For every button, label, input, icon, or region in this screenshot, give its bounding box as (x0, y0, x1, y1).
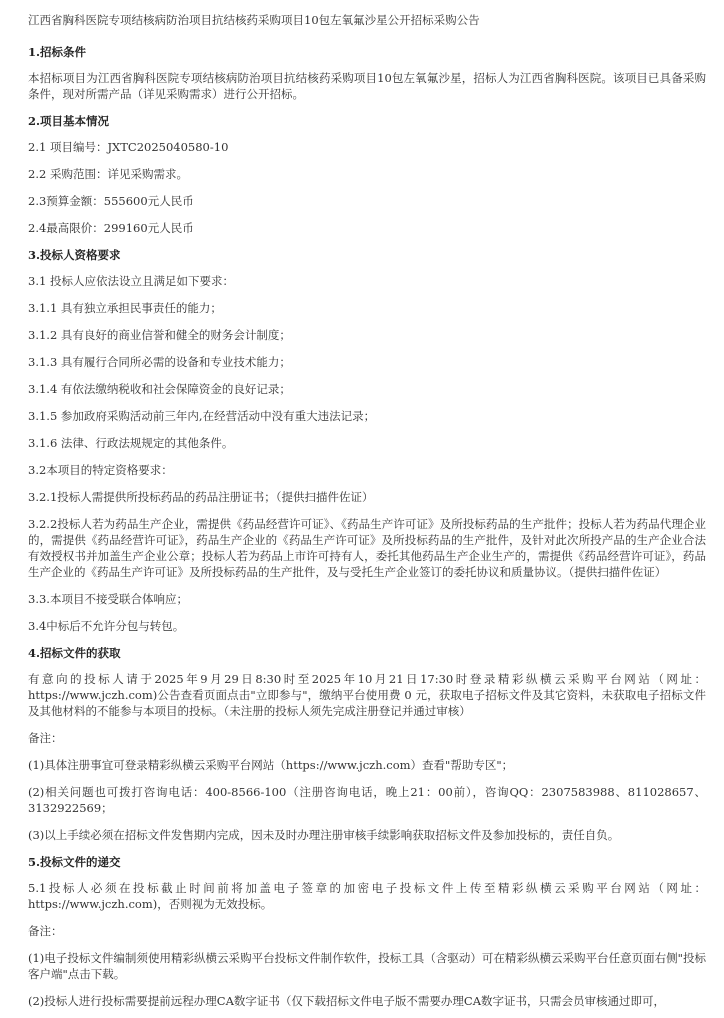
document-title: 江西省胸科医院专项结核病防治项目抗结核药采购项目10包左氧氟沙星公开招标采购公告 (28, 13, 480, 27)
document-body (28, 44, 706, 1009)
paragraph: 3.1.1 具有独立承担民事责任的能力； (28, 301, 222, 315)
paragraph: 有意向的投标人请于2025年9月29日8:30时至2025年10月21日17:30时登录精彩纵横云采购平台网站（网址：https://www.jczh.com)公告查看页面点击"立即参与"，缴纳平台使用费 0 元，获取电子招标文件及其它资料，未获取电子招标文件及其他材料的不能参与本项目的投标。（未注册的投标人须先完成注册登记并通过审核） (28, 672, 706, 718)
paragraph: (3)以上手续必须在招标文件发售期内完成，因未及时办理注册审核手续影响获取招标文件及参加投标的，责任自负。 (28, 828, 620, 842)
section-heading: 3.投标人资格要求 (28, 248, 121, 262)
section (28, 44, 706, 102)
paragraph: (1)具体注册事宜可登录精彩纵横云采购平台网站（https://www.jczh.com）查看"帮助专区"； (28, 758, 514, 772)
paragraph: 3.2.1投标人需提供所投标药品的药品注册证书；（提供扫描件佐证） (28, 490, 374, 504)
paragraph: 3.2.2投标人若为药品生产企业，需提供《药品经营许可证》、《药品生产许可证》及所投标药品的生产批件；投标人若为药品代理企业的，需提供《药品经营许可证》，药品生产企业的《药品生产许可证》及所投标药品的生产批件，及针对此次所投产品的生产企业合法有效授权书并加盖生产企业公章；投标人若为药品上市许可持有人，委托其他药品生产企业生产的，需提供《药品经营许可证》，药品生产企业的《药品生产许可证》及所投标药品的生产批件，及与受托生产企业签订的委托协议和质量协议。（提供扫描件佐证） (28, 517, 706, 579)
section-heading: 4.招标文件的获取 (28, 646, 121, 660)
paragraph: 3.4中标后不允许分包与转包。 (28, 619, 185, 633)
paragraph: 3.1.5 参加政府采购活动前三年内,在经营活动中没有重大违法记录； (28, 409, 376, 423)
paragraph: 3.3.本项目不接受联合体响应； (28, 592, 188, 606)
paragraph: (2)投标人进行投标需要提前远程办理CA数字证书（仅下载招标文件电子版不需要办理CA数字证书，只需会员审核通过即可， (28, 994, 665, 1008)
paragraph: 2.4最高限价：299160元人民币 (28, 221, 194, 235)
paragraph: 5.1投标人必须在投标截止时间前将加盖电子签章的加密电子投标文件上传至精彩纵横云采购平台网站（网址：https://www.jczh.com)，否则视为无效投标。 (28, 881, 706, 911)
section-heading: 1.招标条件 (28, 45, 87, 59)
paragraph: 备注： (28, 731, 63, 745)
paragraph: (2)相关问题也可拨打咨询电话：400-8566-100（注册咨询电话，晚上21：00前），咨询QQ：2307583988、811028657、3132922569； (28, 785, 706, 815)
paragraph: 3.1.4 有依法缴纳税收和社会保障资金的良好记录； (28, 382, 291, 396)
paragraph: 2.3预算金额：555600元人民币 (28, 194, 194, 208)
paragraph: (1)电子投标文件编制须使用精彩纵横云采购平台投标文件制作软件，投标工具（含驱动）可在精彩纵横云采购平台任意页面右侧"投标客户端"点击下载。 (28, 951, 706, 981)
paragraph: 3.1.6 法律、行政法规规定的其他条件。 (28, 436, 234, 450)
paragraph: 3.1.2 具有良好的商业信誉和健全的财务会计制度； (28, 328, 291, 342)
section (28, 645, 706, 843)
paragraph: 3.2本项目的特定资格要求： (28, 463, 173, 477)
paragraph: 本招标项目为江西省胸科医院专项结核病防治项目抗结核药采购项目10包左氧氟沙星，招标人为江西省胸科医院。该项目已具备采购条件，现对所需产品（详见采购需求）进行公开招标。 (28, 71, 706, 101)
section (28, 854, 706, 1009)
paragraph: 2.2 采购范围：详见采购需求。 (28, 167, 188, 181)
section-heading: 5.投标文件的递交 (28, 855, 121, 869)
section (28, 113, 706, 236)
section-heading: 2.项目基本情况 (28, 114, 110, 128)
paragraph: 3.1 投标人应依法设立且满足如下要求： (28, 274, 234, 288)
paragraph: 3.1.3 具有履行合同所必需的设备和专业技术能力； (28, 355, 291, 369)
paragraph: 2.1 项目编号：JXTC2025040580-10 (28, 140, 229, 154)
paragraph: 备注： (28, 924, 63, 938)
section (28, 247, 706, 634)
